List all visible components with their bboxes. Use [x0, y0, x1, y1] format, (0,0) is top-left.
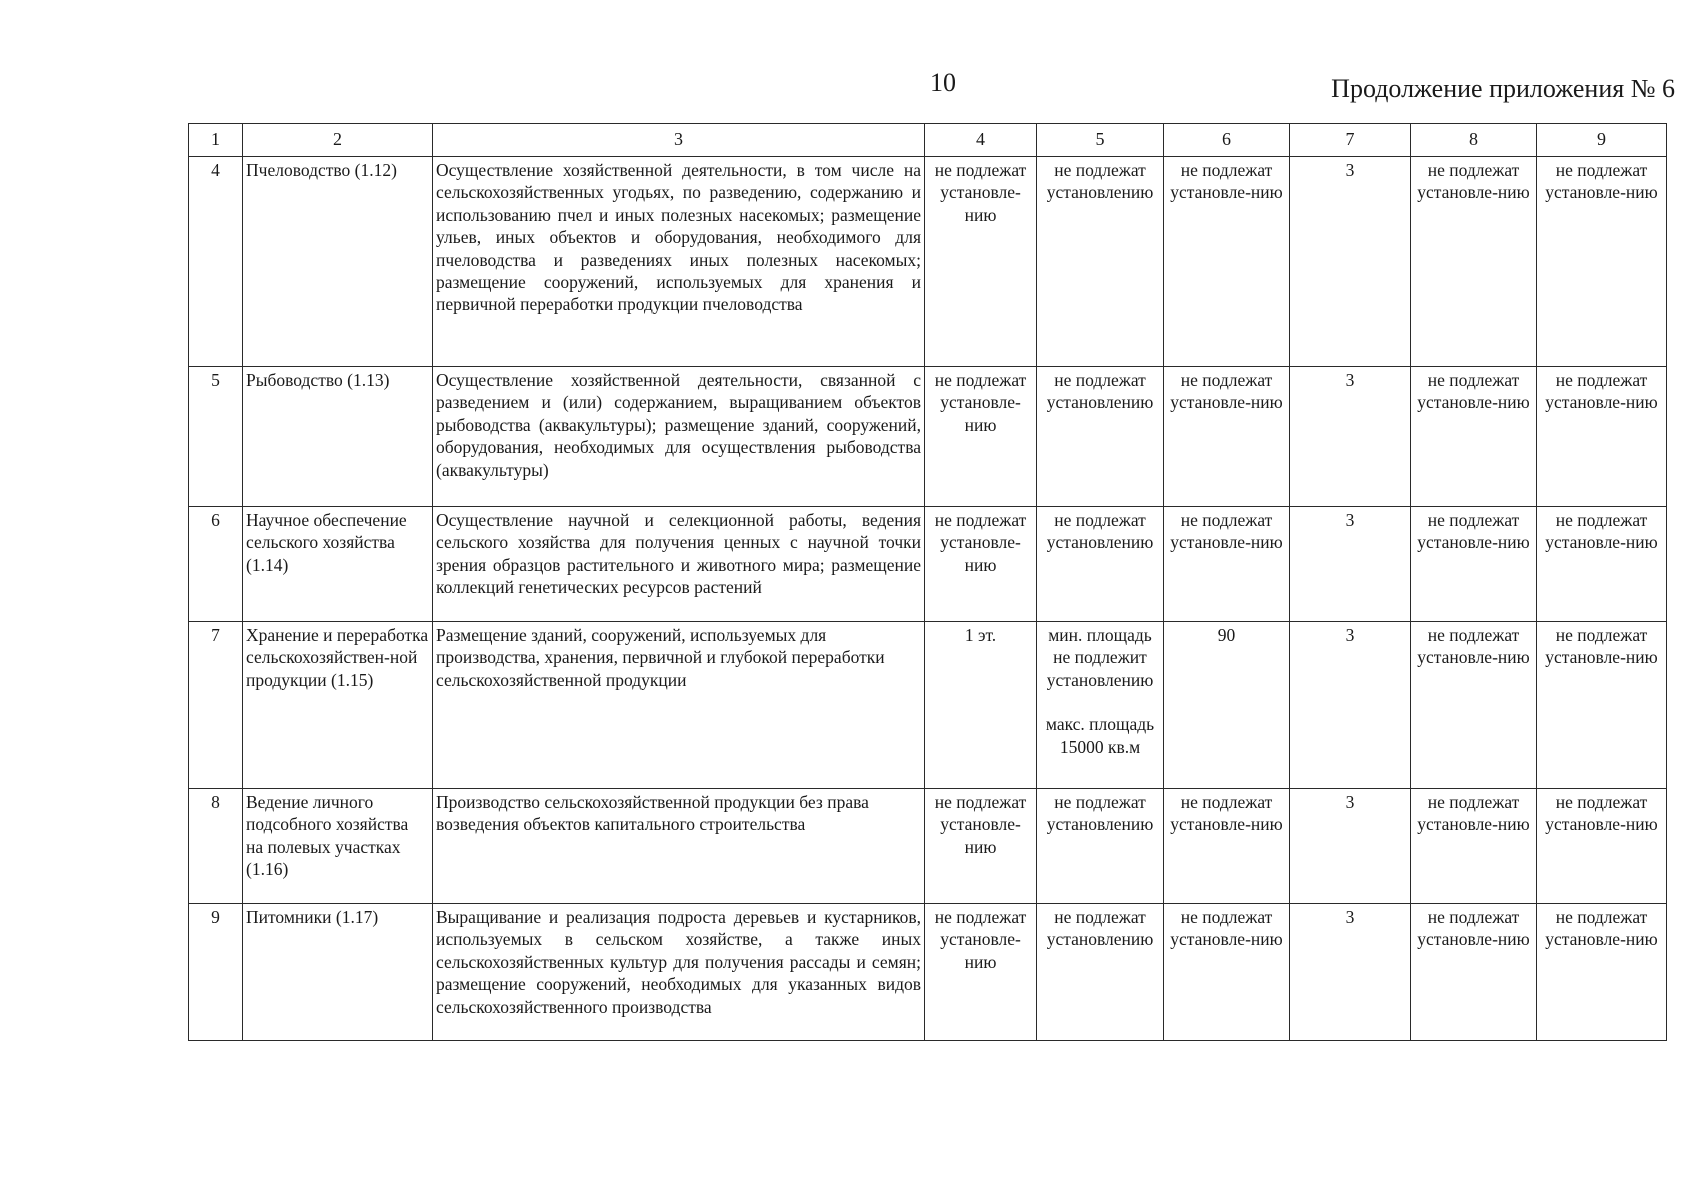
row-number: 5 [189, 367, 243, 507]
cell-col-4: не подлежат установле-нию [925, 507, 1037, 622]
cell-col-9: не подлежат установле-нию [1537, 367, 1667, 507]
cell-col-7: 3 [1290, 904, 1411, 1041]
column-header: 7 [1290, 124, 1411, 157]
column-header: 5 [1037, 124, 1164, 157]
land-use-type: Питомники (1.17) [243, 904, 433, 1041]
appendix-title: Продолжение приложения № 6 [1331, 74, 1675, 103]
cell-col-7: 3 [1290, 622, 1411, 789]
column-header: 8 [1411, 124, 1537, 157]
cell-col-8: не подлежат установле-нию [1411, 622, 1537, 789]
table-row [189, 367, 1667, 507]
cell-col-6: не подлежат установле-нию [1164, 367, 1290, 507]
column-header: 9 [1537, 124, 1667, 157]
cell-col-6: не подлежат установле-нию [1164, 789, 1290, 904]
land-use-type-line: Ведение личного подсобного хозяйства [246, 792, 409, 835]
cell-col-4: не подлежат установле-нию [925, 904, 1037, 1041]
cell-col-5: не подлежат установлению [1037, 904, 1164, 1041]
land-use-description: Осуществление хозяйственной деятельности, в том числе на сельскохозяйственных угодьях, по разведению, содержанию и использованию пчел и иных полезных насекомых; размещение ульев, иных объектов и оборудования, необходимого для пчеловодства и разведениях иных полезных насекомых; размещение сооружений, используемых для хранения и первичной переработки продукции пчеловодства [433, 157, 925, 367]
row-number: 7 [189, 622, 243, 789]
cell-col-7: 3 [1290, 789, 1411, 904]
cell-col-9: не подлежат установле-нию [1537, 789, 1667, 904]
column-header-row [189, 124, 1667, 157]
land-use-description: Производство сельскохозяйственной продукции без права возведения объектов капитального строительства [433, 789, 925, 904]
cell-col-5: не подлежат установлению [1037, 157, 1164, 367]
land-use-type: Пчеловодство (1.12) [243, 157, 433, 367]
land-use-type: Рыбоводство (1.13) [243, 367, 433, 507]
land-use-type [243, 789, 433, 904]
table-row [189, 789, 1667, 904]
land-use-description: Осуществление научной и селекционной работы, ведения сельского хозяйства для получения ценных с научной точки зрения образцов растительного и животного мира; размещение коллекций генетических ресурсов растений [433, 507, 925, 622]
cell-col-4: не подлежат установле-нию [925, 157, 1037, 367]
cell-col-6: 90 [1164, 622, 1290, 789]
land-use-description: Выращивание и реализация подроста деревьев и кустарников, используемых в сельском хозяйстве, а также иных сельскохозяйственных культур для получения рассады и семян; размещение сооружений, необходимых для указанных видов сельскохозяйственного производства [433, 904, 925, 1041]
column-header: 4 [925, 124, 1037, 157]
row-number: 8 [189, 789, 243, 904]
table-row [189, 507, 1667, 622]
cell-col-8: не подлежат установле-нию [1411, 507, 1537, 622]
cell-col-7: 3 [1290, 507, 1411, 622]
column-header: 3 [433, 124, 925, 157]
spacer [1040, 691, 1160, 713]
cell-col-6: не подлежат установле-нию [1164, 904, 1290, 1041]
cell-col-5: не подлежат установлению [1037, 507, 1164, 622]
cell-col-6: не подлежат установле-нию [1164, 507, 1290, 622]
cell-col-4: не подлежат установле-нию [925, 789, 1037, 904]
cell-col-7: 3 [1290, 157, 1411, 367]
cell-col-9: не подлежат установле-нию [1537, 157, 1667, 367]
cell-col-9: не подлежат установле-нию [1537, 507, 1667, 622]
cell-col-9: не подлежат установле-нию [1537, 904, 1667, 1041]
cell-col-8: не подлежат установле-нию [1411, 157, 1537, 367]
cell-col-8: не подлежат установле-нию [1411, 367, 1537, 507]
land-use-type: Научное обеспечение сельского хозяйства (1.14) [243, 507, 433, 622]
column-header: 2 [243, 124, 433, 157]
cell-col-6: не подлежат установле-нию [1164, 157, 1290, 367]
min-area-note: мин. площадь не подлежит установлению [1046, 625, 1154, 690]
land-use-description: Осуществление хозяйственной деятельности, связанной с разведением и (или) содержанием, выращиванием объектов рыбоводства (аквакультуры); размещение зданий, сооружений, оборудования, необходимых для осуществления рыбоводства (аквакультуры) [433, 367, 925, 507]
cell-col-5 [1037, 622, 1164, 789]
table-row [189, 904, 1667, 1041]
cell-col-9: не подлежат установле-нию [1537, 622, 1667, 789]
cell-col-4: 1 эт. [925, 622, 1037, 789]
cell-col-4: не подлежат установле-нию [925, 367, 1037, 507]
table-row [189, 157, 1667, 367]
land-use-description: Размещение зданий, сооружений, используемых для производства, хранения, первичной и глубокой переработки сельскохозяйственной продукции [433, 622, 925, 789]
row-number: 9 [189, 904, 243, 1041]
cell-col-8: не подлежат установле-нию [1411, 789, 1537, 904]
land-use-type: Хранение и переработка сельскохозяйствен-ной продукции (1.15) [243, 622, 433, 789]
row-number: 4 [189, 157, 243, 367]
cell-col-8: не подлежат установле-нию [1411, 904, 1537, 1041]
land-use-type-line: на полевых участках (1.16) [246, 836, 401, 880]
table-row [189, 622, 1667, 789]
regulations-table [188, 123, 1667, 1041]
max-area-note: макс. площадь 15000 кв.м [1045, 714, 1155, 757]
column-header: 1 [189, 124, 243, 157]
cell-col-5: не подлежат установлению [1037, 789, 1164, 904]
row-number: 6 [189, 507, 243, 622]
page-number: 10 [930, 68, 956, 97]
cell-col-5: не подлежат установлению [1037, 367, 1164, 507]
column-header: 6 [1164, 124, 1290, 157]
cell-col-7: 3 [1290, 367, 1411, 507]
